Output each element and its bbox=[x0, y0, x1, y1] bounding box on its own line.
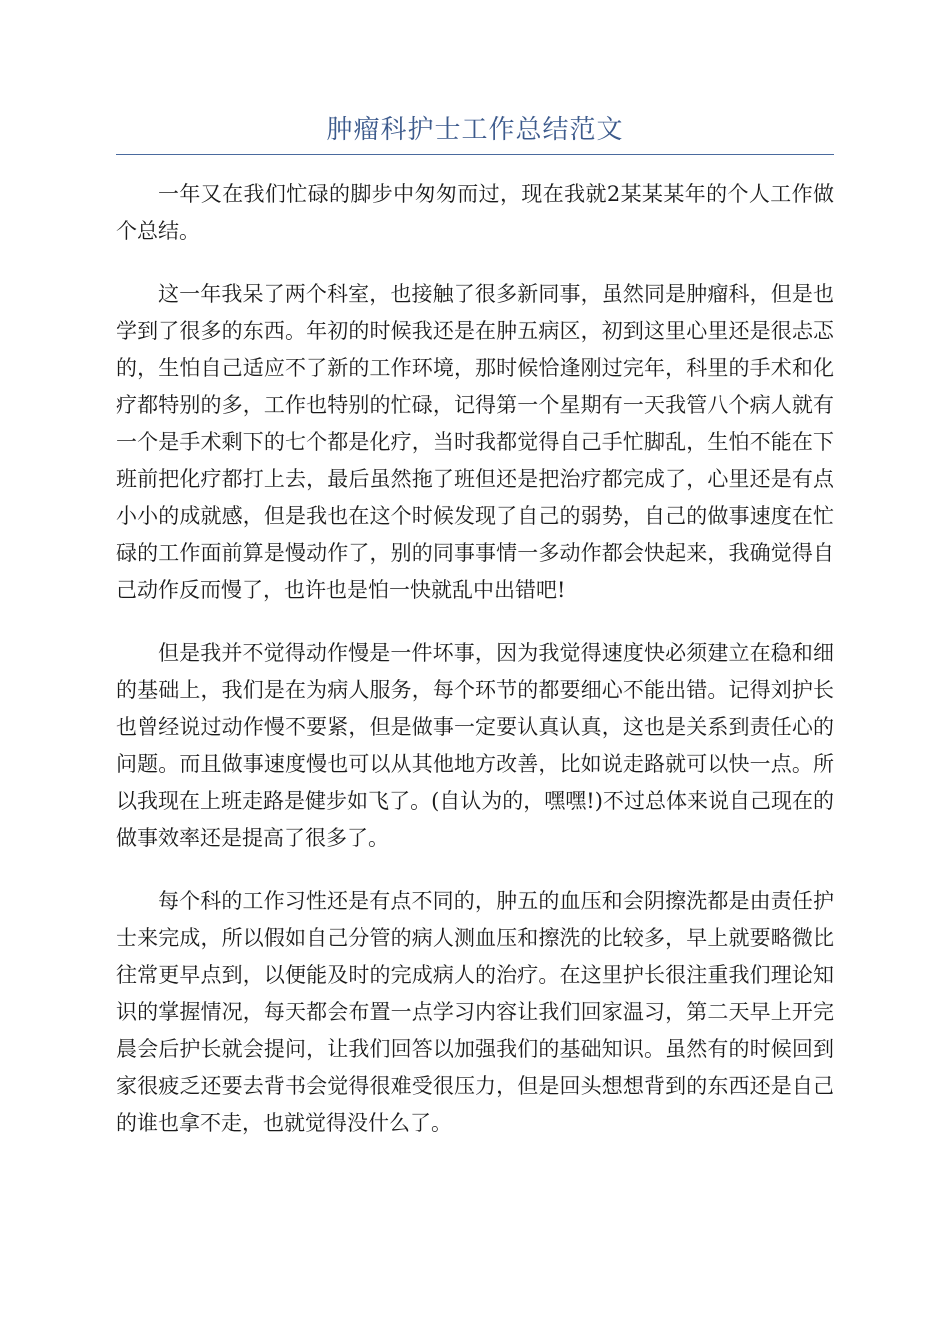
paragraph-2: 这一年我呆了两个科室，也接触了很多新同事，虽然同是肿瘤科，但是也学到了很多的东西。年初的时候我还是在肿五病区，初到这里心里还是很忐忑的，生怕自己适应不了新的工作环境，那时候恰逢刚过完年，科里的手术和化疗都特别的多，工作也特别的忙碌，记得第一个星期有一天我管八个病人就有一个是手术剩下的七个都是化疗，当时我都觉得自己手忙脚乱，生怕不能在下班前把化疗都打上去，最后虽然拖了班但还是把治疗都完成了，心里还是有点小小的成就感，但是我也在这个时候发现了自己的弱势，自己的做事速度在忙碌的工作面前算是慢动作了，别的同事事情一多动作都会快起来，我确觉得自己动作反而慢了，也许也是怕一快就乱中出错吧! bbox=[116, 282, 834, 602]
document-body bbox=[116, 176, 834, 1168]
paragraph-3: 但是我并不觉得动作慢是一件坏事，因为我觉得速度快必须建立在稳和细的基础上，我们是在为病人服务，每个环节的都要细心不能出错。记得刘护长也曾经说过动作慢不要紧，但是做事一定要认真认真，这也是关系到责任心的问题。而且做事速度慢也可以从其他地方改善，比如说走路就可以快一点。所以我现在上班走路是健步如飞了。(自认为的，嘿嘿!)不过总体来说自己现在的做事效率还是提高了很多了。 bbox=[116, 641, 834, 850]
title-underline bbox=[116, 154, 834, 155]
paragraph-1: 一年又在我们忙碌的脚步中匆匆而过，现在我就2某某某年的个人工作做个总结。 bbox=[116, 182, 834, 243]
paragraph-4: 每个科的工作习性还是有点不同的，肿五的血压和会阴擦洗都是由责任护士来完成，所以假如自己分管的病人测血压和擦洗的比较多，早上就要略微比往常更早点到，以便能及时的完成病人的治疗。在这里护长很注重我们理论知识的掌握情况，每天都会布置一点学习内容让我们回家温习，第二天早上开完晨会后护长就会提问，让我们回答以加强我们的基础知识。虽然有的时候回到家很疲乏还要去背书会觉得很难受很压力，但是回头想想背到的东西还是自己的谁也拿不走，也就觉得没什么了。 bbox=[116, 889, 834, 1135]
document-title: 肿瘤科护士工作总结范文 bbox=[326, 115, 624, 145]
